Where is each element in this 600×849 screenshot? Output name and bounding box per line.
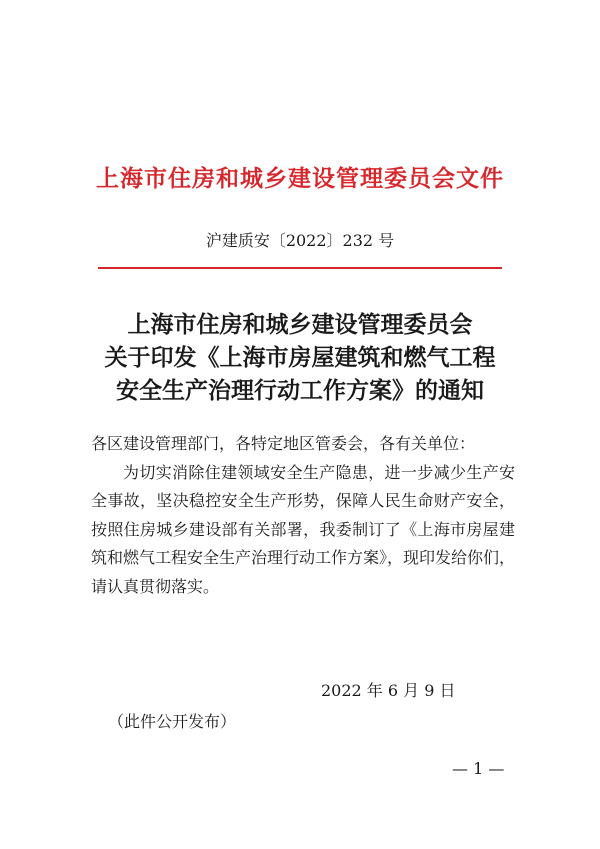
title-line-2: 关于印发《上海市房屋建筑和燃气工程	[104, 344, 496, 371]
salutation: 各区建设管理部门，各特定地区管委会，各有关单位：	[91, 434, 476, 453]
disclosure-note: （此件公开发布）	[108, 712, 237, 731]
title-line-1: 上海市住房和城乡建设管理委员会	[127, 311, 473, 338]
masthead-title: 上海市住房和城乡建设管理委员会文件	[96, 165, 504, 192]
page-number: — 1 —	[452, 759, 505, 778]
title-line-3: 安全生产治理行动工作方案》的通知	[116, 377, 484, 404]
issue-date: 2022 年 6 月 9 日	[321, 681, 456, 700]
body-paragraph: 为切实消除住建领域安全生产隐患，进一步减少生产安全事故，坚决稳控安全生产形势，保障人民生命财产安全，按照住房城乡建设部有关部署，我委制订了《上海市房屋建筑和燃气工程安全生产治理行动工作方案》，现印发给你们，请认真贯彻落实。	[91, 462, 516, 596]
red-divider-rule	[98, 267, 502, 269]
document-number: 沪建质安〔2022〕232 号	[205, 231, 395, 250]
document-title	[0, 308, 600, 407]
document-body	[91, 430, 515, 601]
